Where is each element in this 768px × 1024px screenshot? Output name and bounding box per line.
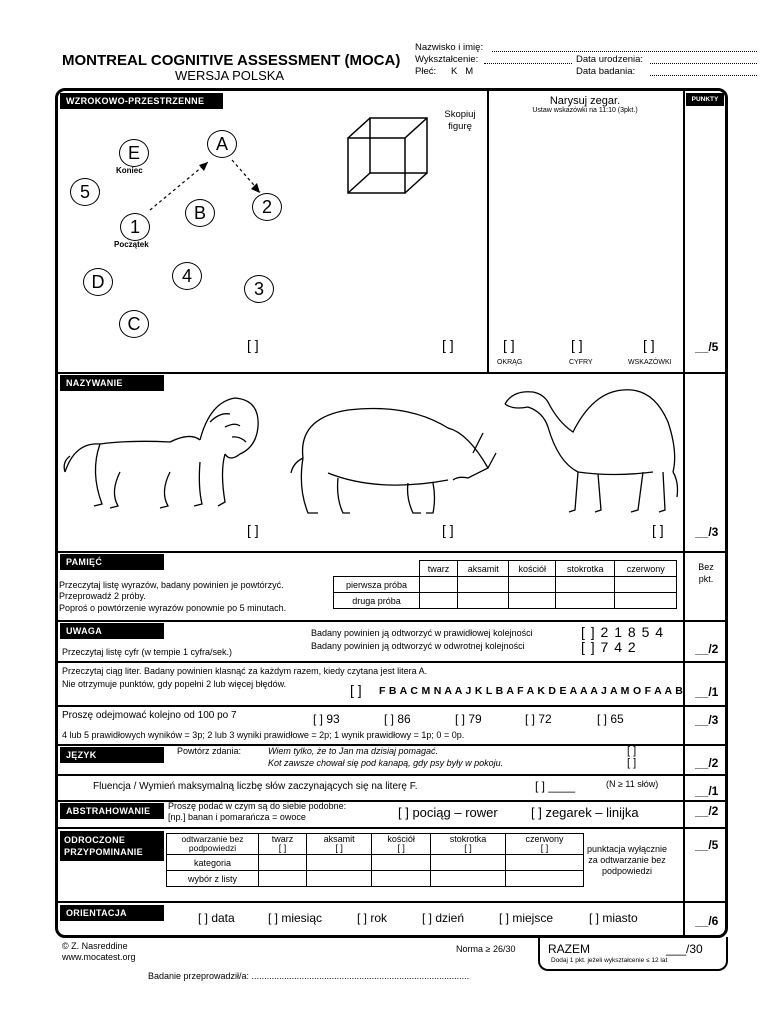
examiner-line[interactable]: Badanie przeprowadził/a: ....................................................................................... (148, 971, 470, 981)
memory-instruction-2: Przeprowadź 2 próby. (59, 591, 146, 601)
norm-note: Norma ≥ 26/30 (456, 944, 516, 954)
trail-node[interactable]: E (119, 139, 149, 167)
cube-score-bracket[interactable]: [ ] (442, 337, 454, 353)
education-label: Wykształcenie: (415, 54, 479, 65)
trail-node[interactable]: 1 (120, 213, 150, 241)
name-label: Nazwisko i imię: (415, 42, 484, 53)
trial-cell[interactable] (457, 577, 509, 593)
trail-node[interactable]: C (119, 310, 149, 338)
word-header: kościół (387, 834, 415, 844)
trail-score-bracket[interactable]: [ ] (247, 337, 259, 353)
clock-title: Narysuj zegar. (549, 95, 621, 107)
clock-instruction: Ustaw wskazówki na 11:10 (3pkt.) (532, 107, 638, 114)
trail-node[interactable]: B (185, 199, 215, 227)
camel-score-bracket[interactable]: [ ] (652, 522, 664, 538)
word-header: twarz (420, 561, 458, 577)
recall-bracket[interactable]: [ ] (464, 843, 472, 853)
cue-cell[interactable] (506, 855, 584, 871)
section-label-orientation: ORIENTACJA (60, 905, 164, 921)
backward-digits[interactable]: [ ] 7 4 2 (581, 639, 637, 655)
section-label-delayed-recall (60, 831, 164, 861)
sex-options[interactable]: K M (451, 66, 474, 77)
delayed-label-line-2: PRZYPOMINANIE (64, 847, 143, 857)
abstraction-item-2[interactable]: [ ] zegarek – linijka (531, 805, 639, 820)
total-label: RAZEM (548, 942, 590, 956)
page-subtitle: WERSJA POLSKA (175, 68, 285, 83)
section-label-language: JĘZYK (60, 747, 164, 763)
recall-bracket[interactable]: [ ] (397, 843, 405, 853)
clock-numbers-bracket[interactable]: [ ] (571, 337, 583, 353)
repeat-instruction: Powtórz zdania: (177, 746, 242, 756)
serial-sevens-instruction: Proszę odejmować kolejno od 100 po 7 (62, 710, 237, 721)
section-label-naming: NAZYWANIE (60, 375, 164, 391)
word-header: stokrotka (556, 561, 615, 577)
trail-node[interactable]: D (83, 268, 113, 296)
memory-trials-table (333, 560, 677, 609)
trial-cell[interactable] (509, 577, 556, 593)
trial-cell[interactable] (420, 593, 458, 609)
letters-bracket[interactable]: [ ] (350, 682, 362, 698)
cue-cell[interactable] (306, 871, 371, 887)
lion-illustration (60, 392, 265, 517)
word-header: aksamit (323, 834, 355, 844)
recall-bracket[interactable]: [ ] (335, 843, 343, 853)
exam-date-field[interactable] (650, 75, 757, 76)
visuospatial-score[interactable]: __/5 (695, 340, 719, 354)
recall-bracket[interactable]: [ ] (540, 843, 549, 853)
trail-node[interactable]: 3 (244, 275, 274, 303)
word-header: czerwony (525, 834, 564, 844)
trial-cell[interactable] (615, 593, 677, 609)
word-header: kościół (509, 561, 556, 577)
word-header: twarz (271, 834, 294, 844)
delayed-scoring-note: punktacja wyłącznie za odtwarzanie bez podpowiedzi (586, 844, 668, 876)
divider (487, 90, 489, 372)
lion-score-bracket[interactable]: [ ] (247, 522, 259, 538)
divider (57, 800, 726, 802)
section-label-attention: UWAGA (60, 623, 164, 639)
orientation-city[interactable]: [ ] miasto (589, 911, 638, 925)
orientation-year[interactable]: [ ] rok (357, 911, 388, 925)
trail-start-label: Początek (114, 240, 149, 249)
section-label-visuospatial: WZROKOWO-PRZESTRZENNE (60, 93, 223, 109)
delayed-recall-score[interactable]: __/5 (695, 838, 719, 852)
serial-value[interactable]: [ ] 79 (455, 712, 482, 726)
rhino-score-bracket[interactable]: [ ] (442, 522, 454, 538)
repetition-score[interactable]: __/2 (695, 756, 719, 770)
row-label-multiple-choice: wybór z listy (167, 871, 259, 887)
cue-cell[interactable] (506, 871, 584, 887)
fluency-count[interactable]: [ ] ____ (535, 779, 576, 793)
serial-value[interactable]: [ ] 86 (384, 712, 411, 726)
orientation-place[interactable]: [ ] miejsce (499, 911, 554, 925)
clock-numbers-label: CYFRY (569, 359, 593, 366)
exam-date-label: Data badania: (576, 66, 636, 77)
page-title: MONTREAL COGNITIVE ASSESSMENT (MOCA) (62, 52, 401, 69)
naming-score[interactable]: __/3 (695, 525, 719, 539)
orientation-month[interactable]: [ ] miesiąc (268, 911, 323, 925)
delayed-label-line-1: ODROCZONE (64, 835, 126, 845)
name-field[interactable] (492, 51, 757, 52)
trail-node[interactable]: 4 (172, 262, 202, 290)
sentence-1: Wiem tylko, że to Jan ma dzisiaj pomagać. (268, 746, 438, 756)
copy-cube-instruction: Skopiuj figurę (444, 109, 476, 132)
copyright: © Z. Nasreddine (62, 941, 128, 951)
cue-cell[interactable] (306, 855, 371, 871)
clock-hands-label: WSKAZÓWKI (628, 359, 672, 366)
divider (57, 774, 726, 776)
section-label-abstraction: ABSTRAHOWANIE (60, 803, 164, 819)
cue-cell[interactable] (372, 871, 431, 887)
trail-node[interactable]: 2 (252, 193, 282, 221)
rhinoceros-illustration (288, 398, 498, 518)
delayed-recall-table (166, 833, 584, 887)
cube-figure (345, 115, 435, 197)
memory-instruction-3: Poproś o powtórzenie wyrazów ponownie po 5 minutach. (59, 603, 287, 613)
orientation-score[interactable]: __/6 (695, 914, 719, 928)
row-label-free-recall: odtwarzanie bez podpowiedzi (167, 834, 259, 855)
letters-instruction-2: Nie otrzymuje punktów, gdy popełni 2 lub więcej błędów. (62, 679, 287, 689)
clock-drawing-area[interactable] (495, 120, 678, 332)
serial-value[interactable]: [ ] 65 (597, 712, 624, 726)
divider (57, 372, 726, 374)
divider (57, 661, 726, 663)
trail-making-arrows (60, 110, 350, 350)
clock-contour-bracket[interactable]: [ ] (503, 337, 515, 353)
trial-cell[interactable] (420, 577, 458, 593)
cue-cell[interactable] (431, 871, 506, 887)
divider (57, 620, 726, 622)
sentence-1-bracket[interactable]: [ ] (627, 745, 637, 757)
trial-cell[interactable] (509, 593, 556, 609)
clock-hands-bracket[interactable]: [ ] (643, 337, 655, 353)
fluency-score[interactable]: __/1 (695, 784, 719, 798)
trial-cell[interactable] (615, 577, 677, 593)
sentence-2: Kot zawsze chował się pod kanapą, gdy psy były w pokoju. (268, 758, 504, 768)
trial-label: pierwsza próba (334, 577, 420, 593)
orientation-day[interactable]: [ ] dzień (422, 911, 465, 925)
memory-no-points: Bez pkt. (698, 562, 714, 584)
sex-label: Płeć: (415, 66, 437, 77)
sentence-2-bracket[interactable]: [ ] (627, 757, 637, 769)
digit-span-instruction: Przeczytaj listę cyfr (w tempie 1 cyfra/sek.) (62, 647, 233, 657)
trial-cell[interactable] (457, 593, 509, 609)
forward-digits[interactable]: [ ] 2 1 8 5 4 (581, 624, 665, 640)
abstraction-score[interactable]: __/2 (695, 804, 719, 818)
trail-node[interactable]: A (207, 130, 237, 158)
trail-end-label: Koniec (116, 166, 143, 175)
backward-span-instruction: Badany powinien ją odtworzyć w odwrotnej kolejności (311, 641, 525, 651)
website: www.mocatest.org (62, 952, 136, 962)
divider (57, 827, 726, 829)
serial-value[interactable]: [ ] 93 (313, 712, 340, 726)
orientation-date[interactable]: [ ] data (198, 911, 235, 925)
section-label-memory: PAMIĘĆ (60, 554, 164, 570)
forward-span-instruction: Badany powinien ją odtworzyć w prawidłowej kolejności (311, 628, 533, 638)
letters-instruction-1: Przeczytaj ciąg liter. Badany powinien klasnąć za każdym razem, kiedy czytana jest litera A. (62, 666, 428, 676)
total-score[interactable]: ___/30 (666, 942, 703, 956)
serial-value[interactable]: [ ] 72 (525, 712, 552, 726)
word-header: aksamit (457, 561, 509, 577)
abstraction-example: [np.] banan i pomarańcza = owoce (168, 812, 306, 822)
fluency-instruction: Fluencja / Wymień maksymalną liczbę słów zaczynających się na literę F. (93, 781, 418, 792)
trial-cell[interactable] (556, 577, 615, 593)
word-header: stokrotka (449, 834, 487, 844)
abstraction-item-1[interactable]: [ ] pociąg – rower (398, 805, 498, 820)
trial-cell[interactable] (556, 593, 615, 609)
points-header: PUNKTY (686, 93, 724, 106)
memory-instruction-1: Przeczytaj listę wyrazów, badany powinien je powtórzyć. (59, 580, 284, 590)
cue-cell[interactable] (431, 855, 506, 871)
serial-sevens-score[interactable]: __/3 (695, 713, 719, 727)
digit-span-score[interactable]: __/2 (695, 642, 719, 656)
cue-cell[interactable] (372, 855, 431, 871)
recall-bracket[interactable]: [ ] (278, 843, 287, 853)
divider (57, 705, 726, 707)
trial-label: druga próba (334, 593, 420, 609)
cue-cell[interactable] (259, 855, 307, 871)
row-label-category: kategoria (167, 855, 259, 871)
trail-node[interactable]: 5 (70, 178, 100, 206)
abstraction-instruction-1: Proszę podać w czym są do siebie podobne: (168, 801, 347, 811)
cue-cell[interactable] (259, 871, 307, 887)
education-bonus-note: Dodaj 1 pkt. jeżeli wykształcenie ≤ 12 lat (551, 957, 668, 964)
fluency-norm: (N ≥ 11 słów) (606, 779, 659, 789)
education-field[interactable] (484, 63, 572, 64)
letter-sequence: F B A C M N A A J K L B A F A K D E A A A J A M O F A A B (379, 685, 684, 697)
birth-date-field[interactable] (650, 63, 757, 64)
camel-illustration (503, 382, 681, 517)
word-header: czerwony (615, 561, 677, 577)
clock-contour-label: OKRĄG (497, 359, 523, 366)
divider (57, 901, 726, 903)
letters-score[interactable]: __/1 (695, 685, 719, 699)
divider (57, 551, 726, 553)
birth-date-label: Data urodzenia: (576, 54, 644, 65)
serial-scoring-rule: 4 lub 5 prawidłowych wyników = 3p; 2 lub 3 wyniki prawidłowe = 2p; 1 wynik prawidłowy = 1p; 0 = 0p. (62, 730, 465, 740)
